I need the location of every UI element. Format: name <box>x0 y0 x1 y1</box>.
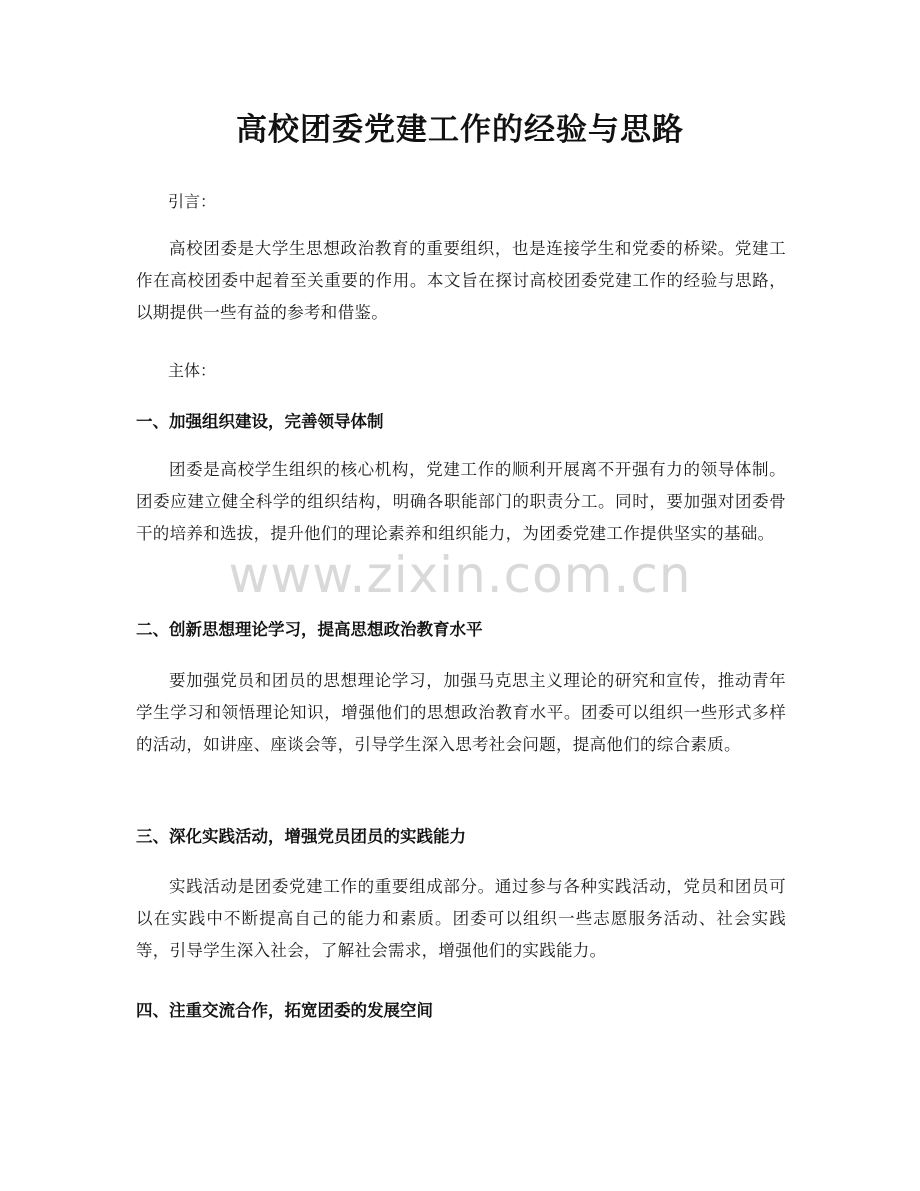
intro-label: 引言： <box>168 192 217 211</box>
section-heading-1: 一、加强组织建设，完善领导体制 <box>136 412 384 431</box>
section-paragraph-1: 团委是高校学生组织的核心机构，党建工作的顺利开展离不开强有力的领导体制。团委应建立健全科学的组织结构，明确各职能部门的职责分工。同时，要加强对团委骨干的培养和选拔，提升他们的理论素养和组织能力，为团委党建工作提供坚实的基础。 <box>136 460 786 543</box>
section-heading-2: 二、创新思想理论学习，提高思想政治教育水平 <box>136 620 483 639</box>
body-label: 主体： <box>168 361 217 380</box>
section-heading-4: 四、注重交流合作，拓宽团委的发展空间 <box>136 1001 433 1020</box>
section-paragraph-2: 要加强党员和团员的思想理论学习，加强马克思主义理论的研究和宣传，推动青年学生学习和领悟理论知识，增强他们的思想政治教育水平。团委可以组织一些形式多样的活动，如讲座、座谈会等，引导学生深入思考社会问题，提高他们的综合素质。 <box>136 671 786 754</box>
document-title: 高校团委党建工作的经验与思路 <box>236 112 684 148</box>
section-paragraph-3: 实践活动是团委党建工作的重要组成部分。通过参与各种实践活动，党员和团员可以在实践中不断提高自己的能力和素质。团委可以组织一些志愿服务活动、社会实践等，引导学生深入社会，了解社会需求，增强他们的实践能力。 <box>136 877 786 960</box>
intro-paragraph: 高校团委是大学生思想政治教育的重要组织，也是连接学生和党委的桥梁。党建工作在高校团委中起着至关重要的作用。本文旨在探讨高校团委党建工作的经验与思路，以期提供一些有益的参考和借鉴。 <box>136 239 786 322</box>
section-heading-3: 三、深化实践活动，增强党员团员的实践能力 <box>136 827 466 846</box>
watermark: www.zixin.com.cn <box>228 546 692 604</box>
